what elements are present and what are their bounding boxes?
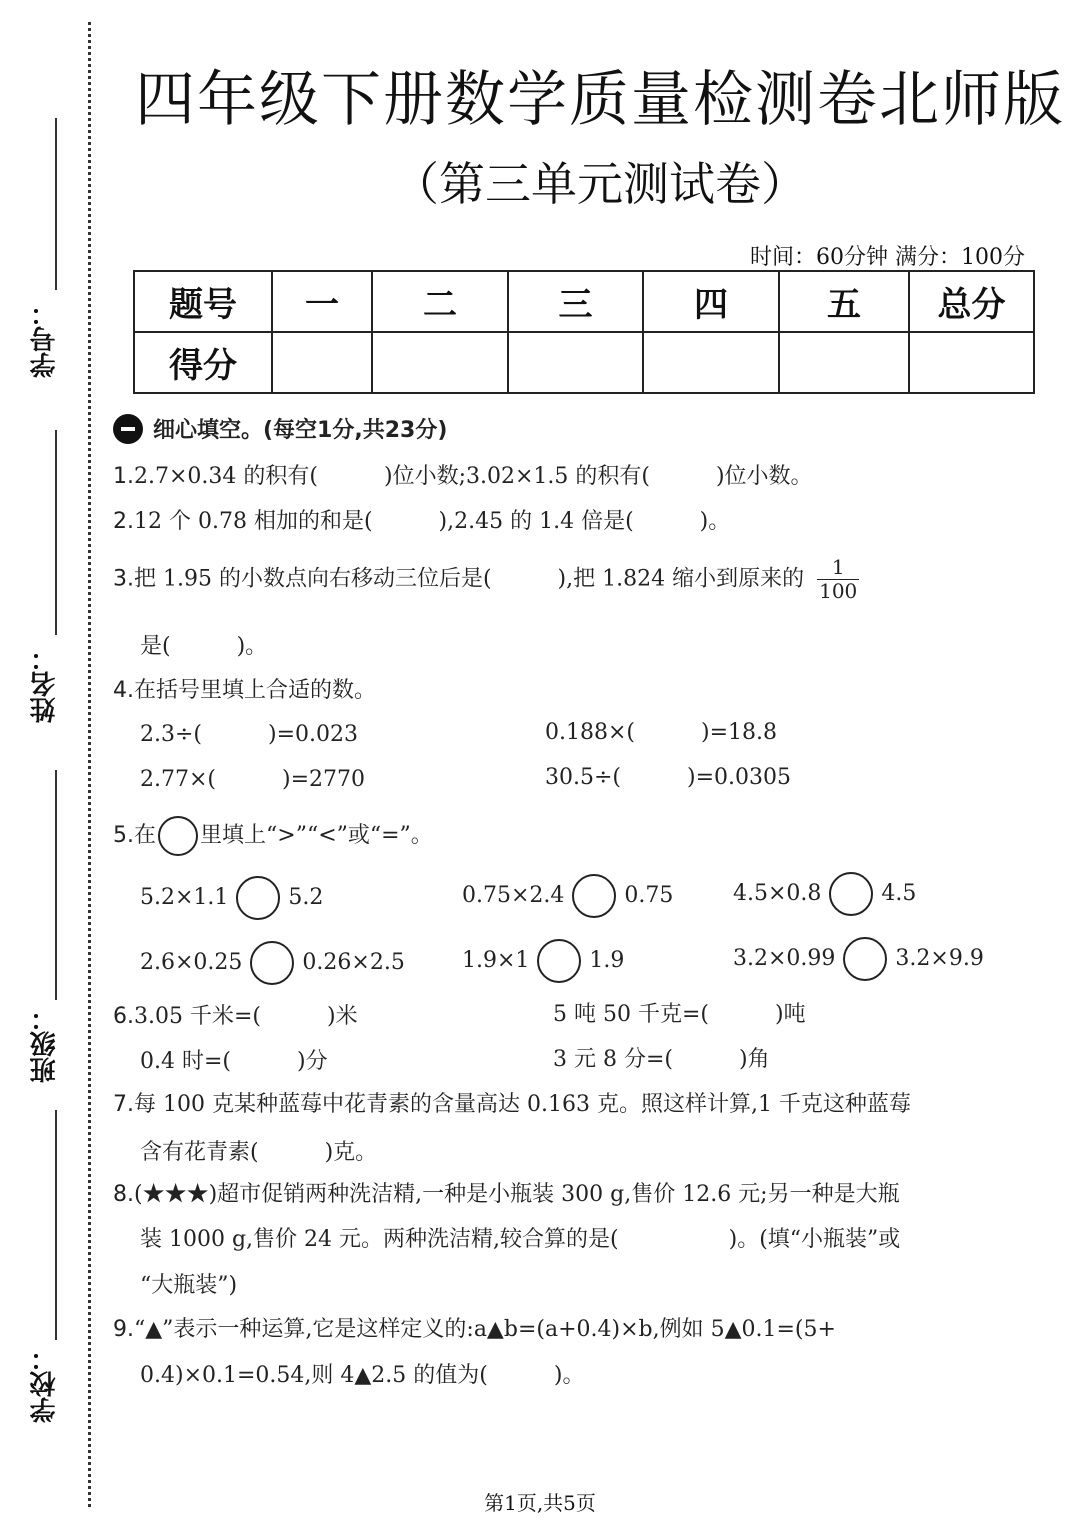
school-line[interactable] — [55, 1110, 57, 1340]
name-line[interactable] — [55, 430, 57, 635]
cut-line — [88, 22, 91, 1507]
score-header-cell: 五 — [779, 271, 909, 332]
q5-item — [733, 937, 984, 981]
name-label: 姓名： — [30, 645, 60, 723]
question-text: 2.7×0.34 的积有( )位小数;3.02×1.5 的积有( )位小数。 — [134, 464, 813, 489]
question-7-line-2: 含有花青素( )克。 — [140, 1140, 378, 1165]
score-table-score-row — [134, 332, 1034, 393]
answer-circle[interactable] — [843, 937, 887, 981]
score-input-cell[interactable] — [779, 332, 909, 393]
school-label: 学校： — [30, 1345, 60, 1423]
q5-left: 1.9×1 — [462, 948, 530, 973]
question-6 — [113, 1006, 358, 1028]
q5-right: 0.26×2.5 — [302, 950, 405, 975]
question-number: 2. — [113, 509, 134, 534]
q5-item — [462, 939, 624, 983]
q5-item — [140, 876, 323, 920]
binding-strip — [0, 0, 100, 1527]
score-input-cell[interactable] — [372, 332, 508, 393]
question-text: 在括号里填上合适的数。 — [134, 678, 377, 703]
score-header-cell: 一 — [272, 271, 372, 332]
compare-circle-icon — [158, 816, 198, 856]
score-header-cell: 三 — [508, 271, 643, 332]
question-text: 把 1.95 的小数点向右移动三位后是( ),把 1.824 缩小到原来的 — [134, 566, 805, 592]
question-3-continued: 是( )。 — [140, 634, 268, 659]
question-text: 每 100 克某种蓝莓中花青素的含量高达 0.163 克。照这样计算,1 千克这种蓝莓 — [134, 1092, 911, 1117]
score-input-cell[interactable] — [508, 332, 643, 393]
q5-item — [462, 874, 673, 918]
answer-circle[interactable] — [250, 941, 294, 985]
question-3 — [113, 556, 859, 603]
q5-left: 4.5×0.8 — [733, 881, 822, 906]
q5-left: 0.75×2.4 — [462, 883, 565, 908]
question-number: 3. — [113, 566, 134, 592]
question-text: 12 个 0.78 相加的和是( ),2.45 的 1.4 倍是( )。 — [134, 509, 731, 534]
q4-item: 0.188×( )=18.8 — [545, 720, 777, 745]
score-table-header-row — [134, 271, 1034, 332]
section-1-heading — [113, 413, 447, 444]
question-number: 1. — [113, 464, 134, 489]
q5-left: 3.2×0.99 — [733, 946, 836, 971]
question-8 — [113, 1184, 900, 1206]
q5-item — [733, 872, 916, 916]
score-input-cell[interactable] — [272, 332, 372, 393]
section-1-title: 细心填空。(每空1分,共23分) — [153, 418, 448, 443]
answer-circle[interactable] — [572, 874, 616, 918]
q5-left: 2.6×0.25 — [140, 950, 243, 975]
page-title: 四年级下册数学质量检测卷北师版 — [135, 65, 1065, 135]
score-header-cell: 二 — [372, 271, 508, 332]
q5-right: 3.2×9.9 — [895, 946, 984, 971]
q6-item: 0.4 时=( )分 — [140, 1049, 328, 1074]
question-2 — [113, 511, 730, 533]
page-footer: 第1页,共5页 — [484, 1491, 596, 1515]
question-number: 7. — [113, 1092, 134, 1117]
q6-item: 3 元 8 分=( )角 — [553, 1047, 770, 1072]
score-header-cell: 四 — [643, 271, 779, 332]
fraction-numerator: 1 — [817, 556, 859, 580]
question-text: 在 — [134, 823, 157, 848]
class-line[interactable] — [55, 770, 57, 1000]
q4-item: 30.5÷( )=0.0305 — [545, 765, 791, 790]
score-row-label: 得分 — [134, 332, 272, 393]
question-number: 5. — [113, 823, 134, 848]
q6-item: 5 吨 50 千克=( )吨 — [553, 1002, 806, 1027]
answer-circle[interactable] — [829, 872, 873, 916]
question-4 — [113, 680, 376, 702]
question-text: (★★★)超市促销两种洗洁精,一种是小瓶装 300 g,售价 12.6 元;另一种是大瓶 — [134, 1182, 900, 1207]
q5-right: 1.9 — [589, 948, 625, 973]
q5-left: 5.2×1.1 — [140, 885, 229, 910]
q5-right: 4.5 — [881, 881, 917, 906]
page-subtitle: （第三单元测试卷） — [393, 157, 807, 211]
question-number: 6. — [113, 1004, 134, 1029]
fraction — [817, 556, 859, 603]
question-text: 里填上“>”“<”或“=”。 — [200, 823, 433, 848]
question-number: 9. — [113, 1317, 134, 1342]
time-info: 时间：60分钟 满分：100分 — [750, 245, 1025, 270]
score-header-cell: 题号 — [134, 271, 272, 332]
answer-circle[interactable] — [537, 939, 581, 983]
score-table — [133, 270, 1035, 394]
question-1 — [113, 466, 813, 488]
question-7 — [113, 1094, 911, 1116]
question-5 — [113, 816, 433, 856]
answer-circle[interactable] — [236, 876, 280, 920]
fraction-denominator: 100 — [819, 579, 858, 603]
question-8-line-3: “大瓶装”) — [140, 1273, 238, 1298]
question-9-line-2: 0.4)×0.1=0.54,则 4▲2.5 的值为( )。 — [140, 1363, 585, 1388]
score-input-cell[interactable] — [909, 332, 1034, 393]
question-text: “▲”表示一种运算,它是这样定义的:a▲b=(a+0.4)×b,例如 5▲0.1=(5+ — [134, 1317, 836, 1342]
question-number: 8. — [113, 1182, 134, 1207]
question-number: 4. — [113, 678, 134, 703]
q5-right: 5.2 — [288, 885, 324, 910]
section-number-one-icon — [113, 414, 143, 444]
question-8-line-2: 装 1000 g,售价 24 元。两种洗洁精,较合算的是( )。(填“小瓶装”或 — [140, 1227, 901, 1252]
student-id-label: 学号： — [30, 300, 60, 378]
q6-item: 3.05 千米=( )米 — [134, 1004, 358, 1029]
score-input-cell[interactable] — [643, 332, 779, 393]
score-header-cell: 总分 — [909, 271, 1034, 332]
question-9 — [113, 1319, 836, 1341]
student-id-line[interactable] — [55, 118, 57, 290]
q4-item: 2.77×( )=2770 — [140, 767, 366, 792]
q5-item — [140, 941, 405, 985]
class-label: 班级： — [30, 1005, 60, 1083]
q5-right: 0.75 — [624, 883, 674, 908]
q4-item: 2.3÷( )=0.023 — [140, 722, 359, 747]
